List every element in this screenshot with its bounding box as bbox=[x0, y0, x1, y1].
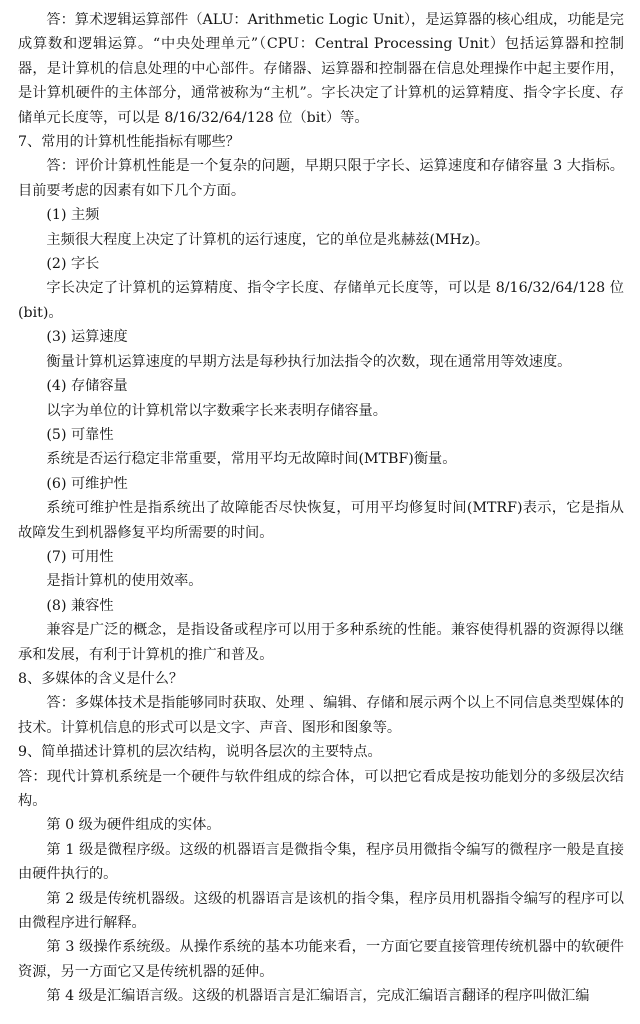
list-item-heading: (6) 可维护性 bbox=[46, 475, 128, 492]
level-paragraph: 第 3 级操作系统级。从操作系统的基本功能来看，一方面它要直接管理传统机器中的软硬件资源，另一方面它又是传统机器的延伸。 bbox=[18, 939, 624, 980]
answer-paragraph: 答：算术逻辑运算部件（ALU：Arithmetic Logic Unit），是运算器的核心组成，功能是完成算数和逻辑运算。“中央处理单元”（CPU：Central Processing Unit）包括运算器和控制器，是计算机的信息处理的中心部件。存储器、运算器和控制器在信息处理操作中起主要作用，是计算机硬件的主体部分，通常被称为“主机”。字长决定了计算机的运算精度、指令字长度、存储单元长度等，可以是 8/16/32/64/128 位（bit）等。 bbox=[18, 12, 624, 126]
level-paragraph: 第 2 级是传统机器级。这级的机器语言是该机的指令集，程序员用机器指令编写的程序可以由微程序进行解释。 bbox=[18, 890, 624, 932]
level-paragraph: 第 1 级是微程序级。这级的机器语言是微指令集，程序员用微指令编写的微程序一般是直接由硬件执行的。 bbox=[18, 841, 624, 883]
list-item-heading: (5) 可靠性 bbox=[46, 426, 114, 443]
level-paragraph: 第 4 级是汇编语言级。这级的机器语言是汇编语言，完成汇编语言翻译的程序叫做汇编 bbox=[46, 988, 590, 1005]
list-item-heading: (3) 运算速度 bbox=[46, 329, 128, 346]
question-heading: 7、常用的计算机性能指标有哪些？ bbox=[18, 134, 240, 151]
list-item-body: 系统是否运行稳定非常重要，常用平均无故障时间(MTBF)衡量。 bbox=[46, 451, 457, 468]
list-item-heading: (1) 主频 bbox=[46, 207, 100, 224]
list-item-body: 是指计算机的使用效率。 bbox=[46, 573, 203, 590]
question-heading: 8、多媒体的含义是什么？ bbox=[18, 670, 184, 687]
list-item-body: 衡量计算机运算速度的早期方法是每秒执行加法指令的次数，现在通常用等效速度。 bbox=[46, 353, 572, 370]
list-item-body: 主频很大程度上决定了计算机的运行速度，它的单位是兆赫兹(MHz)。 bbox=[46, 231, 490, 248]
answer-paragraph: 答：现代计算机系统是一个硬件与软件组成的综合体，可以把它看成是按功能划分的多级层次结构。 bbox=[18, 768, 624, 809]
list-item-heading: (8) 兼容性 bbox=[46, 597, 114, 614]
level-paragraph: 第 0 级为硬件组成的实体。 bbox=[46, 817, 221, 834]
list-item-body: 系统可维护性是指系统出了故障能否尽快恢复，可用平均修复时间(MTRF)表示，它是指从故障发生到机器修复平均所需要的时间。 bbox=[18, 500, 624, 541]
list-item-body: 以字为单位的计算机常以字数乘字长来表明存储容量。 bbox=[46, 402, 387, 419]
list-item-body: 字长决定了计算机的运算精度、指令字长度、存储单元长度等，可以是 8/16/32/64/128 位(bit)。 bbox=[18, 280, 624, 321]
answer-paragraph: 答：评价计算机性能是一个复杂的问题，早期只限于字长、运算速度和存储容量 3 大指标。目前要考虑的因素有如下几个方面。 bbox=[18, 158, 624, 199]
list-item-heading: (7) 可用性 bbox=[46, 548, 114, 565]
answer-paragraph: 答：多媒体技术是指能够同时获取、处理 、编辑、存储和展示两个以上不同信息类型媒体的技术。计算机信息的形式可以是文字、声音、图形和图象等。 bbox=[18, 695, 624, 736]
list-item-heading: (2) 字长 bbox=[46, 256, 100, 273]
list-item-heading: (4) 存储容量 bbox=[46, 378, 128, 395]
question-heading: 9、简单描述计算机的层次结构，说明各层次的主要特点。 bbox=[18, 744, 382, 761]
list-item-body: 兼容是广泛的概念，是指设备或程序可以用于多种系统的性能。兼容使得机器的资源得以继承和发展，有利于计算机的推广和普及。 bbox=[18, 622, 624, 663]
